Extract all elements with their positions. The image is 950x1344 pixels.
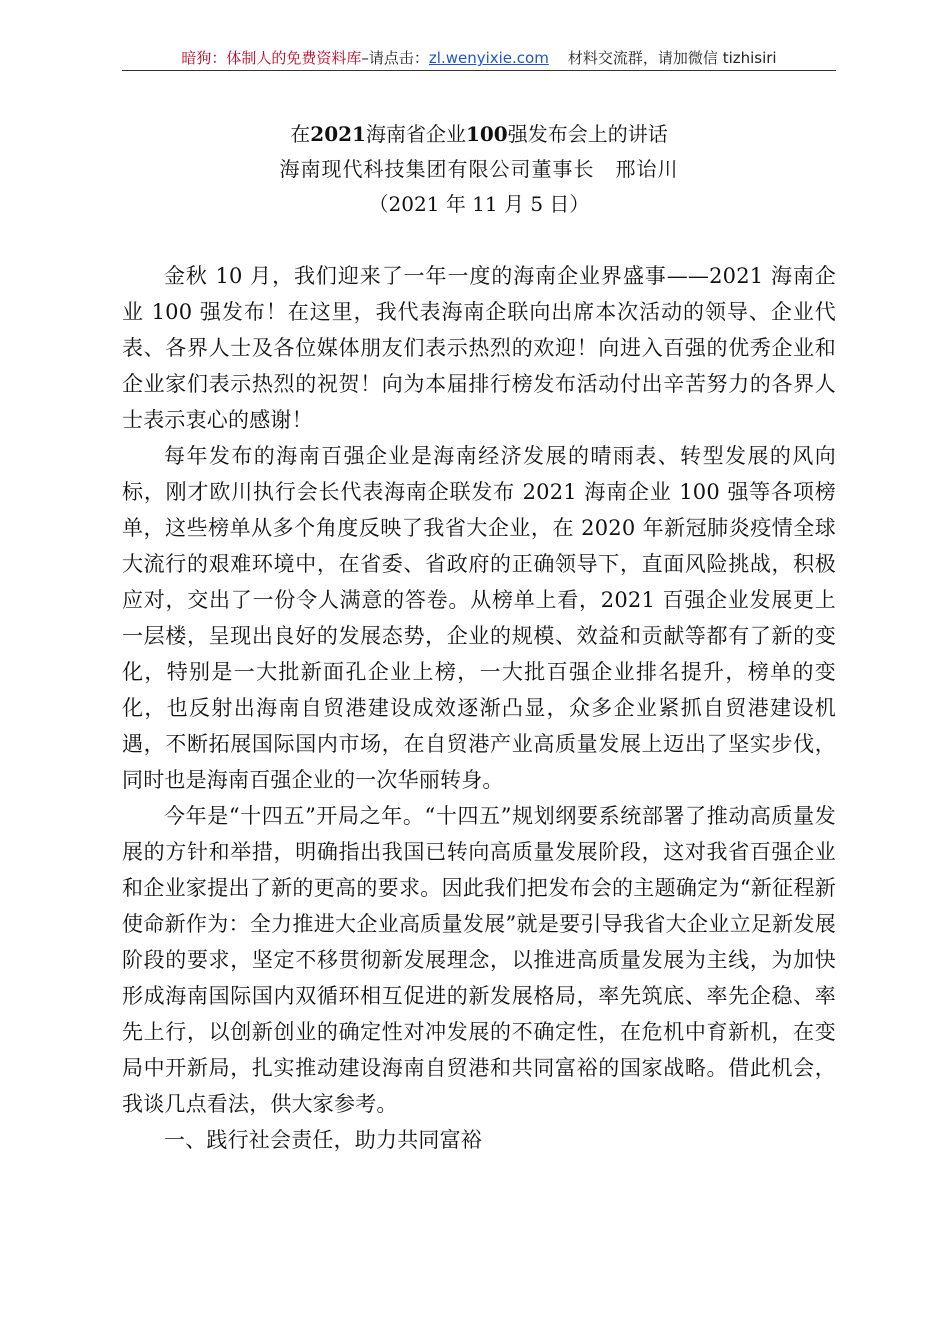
header-divider (122, 70, 836, 71)
title-mid: 海南省企业 (365, 122, 466, 146)
section-heading-1: 一、践行社会责任，助力共同富裕 (164, 1128, 482, 1152)
paragraph-rankings: 每年发布的海南百强企业是海南经济发展的晴雨表、转型发展的风向标，刚才欧川执行会长代表海南企联发布 2021 海南企业 100 强等各项榜单，这些榜单从多个角度反映了我省大企业，在 2020 年新冠肺炎疫情全球大流行的艰难环境中，在省委、省政府的正确领导下，直面风险挑战，积极应对，交出了一份令人满意的答卷。从榜单上看，2021 百强企业发展更上一层楼，呈现出良好的发展态势，企业的规模、效益和贡献等都有了新的变化，特别是一大批新面孔企业上榜，一大批百强企业排名提升，榜单的变化，也反射出海南自贸港建设成效逐渐凸显，众多企业紧抓自贸港建设机遇，不断拓展国际国内市场，在自贸港产业高质量发展上迈出了坚实步伐，同时也是海南百强企业的一次华丽转身。 (122, 444, 836, 792)
header-brand: 暗狗：体制人的免费资料库 (181, 49, 362, 67)
speech-title (122, 117, 836, 152)
speech-body (122, 258, 836, 1158)
speaker-byline: 海南现代科技集团有限公司董事长 邢诒川 (279, 157, 679, 181)
header-url-link[interactable]: zl.wenyixie.com (428, 49, 549, 67)
paragraph-opening: 金秋 10 月，我们迎来了一年一度的海南企业界盛事——2021 海南企业 100 强发布！在这里，我代表海南企联向出席本次活动的领导、企业代表、各界人士及各位媒体朋友们表示热烈的欢迎！向进入百强的优秀企业和企业家们表示热烈的祝贺！向为本届排行榜发布活动付出辛苦努力的各界人士表示衷心的感谢！ (122, 264, 836, 432)
title-count: 100 (465, 122, 508, 146)
title-block (122, 117, 836, 222)
speech-date: （2021 年 11 月 5 日） (368, 192, 590, 216)
paragraph-fourteenth-plan: 今年是“十四五”开局之年。“十四五”规划纲要系统部署了推动高质量发展的方针和举措，明确指出我国已转向高质量发展阶段，这对我省百强企业和企业家提出了新的更高的要求。因此我们把发布会的主题确定为“新征程新使命新作为：全力推进大企业高质量发展”就是要引导我省大企业立足新发展阶段的要求，坚定不移贯彻新发展理念，以推进高质量发展为主线，为加快形成海南国际国内双循环相互促进的新发展格局，率先筑底、率先企稳、率先上行，以创新创业的确定性对冲发展的不确定性，在危机中育新机，在变局中开新局，扎实推动建设海南自贸港和共同富裕的国家战略。借此机会，我谈几点看法，供大家参考。 (122, 804, 836, 1116)
title-prefix: 在 (290, 122, 311, 146)
header-contact: 材料交流群，请加微信 tizhisiri (567, 49, 777, 67)
header-prompt: –请点击： (361, 49, 429, 67)
title-suffix: 强发布会上的讲话 (507, 122, 668, 146)
title-year: 2021 (310, 122, 366, 146)
page-header (122, 47, 836, 69)
